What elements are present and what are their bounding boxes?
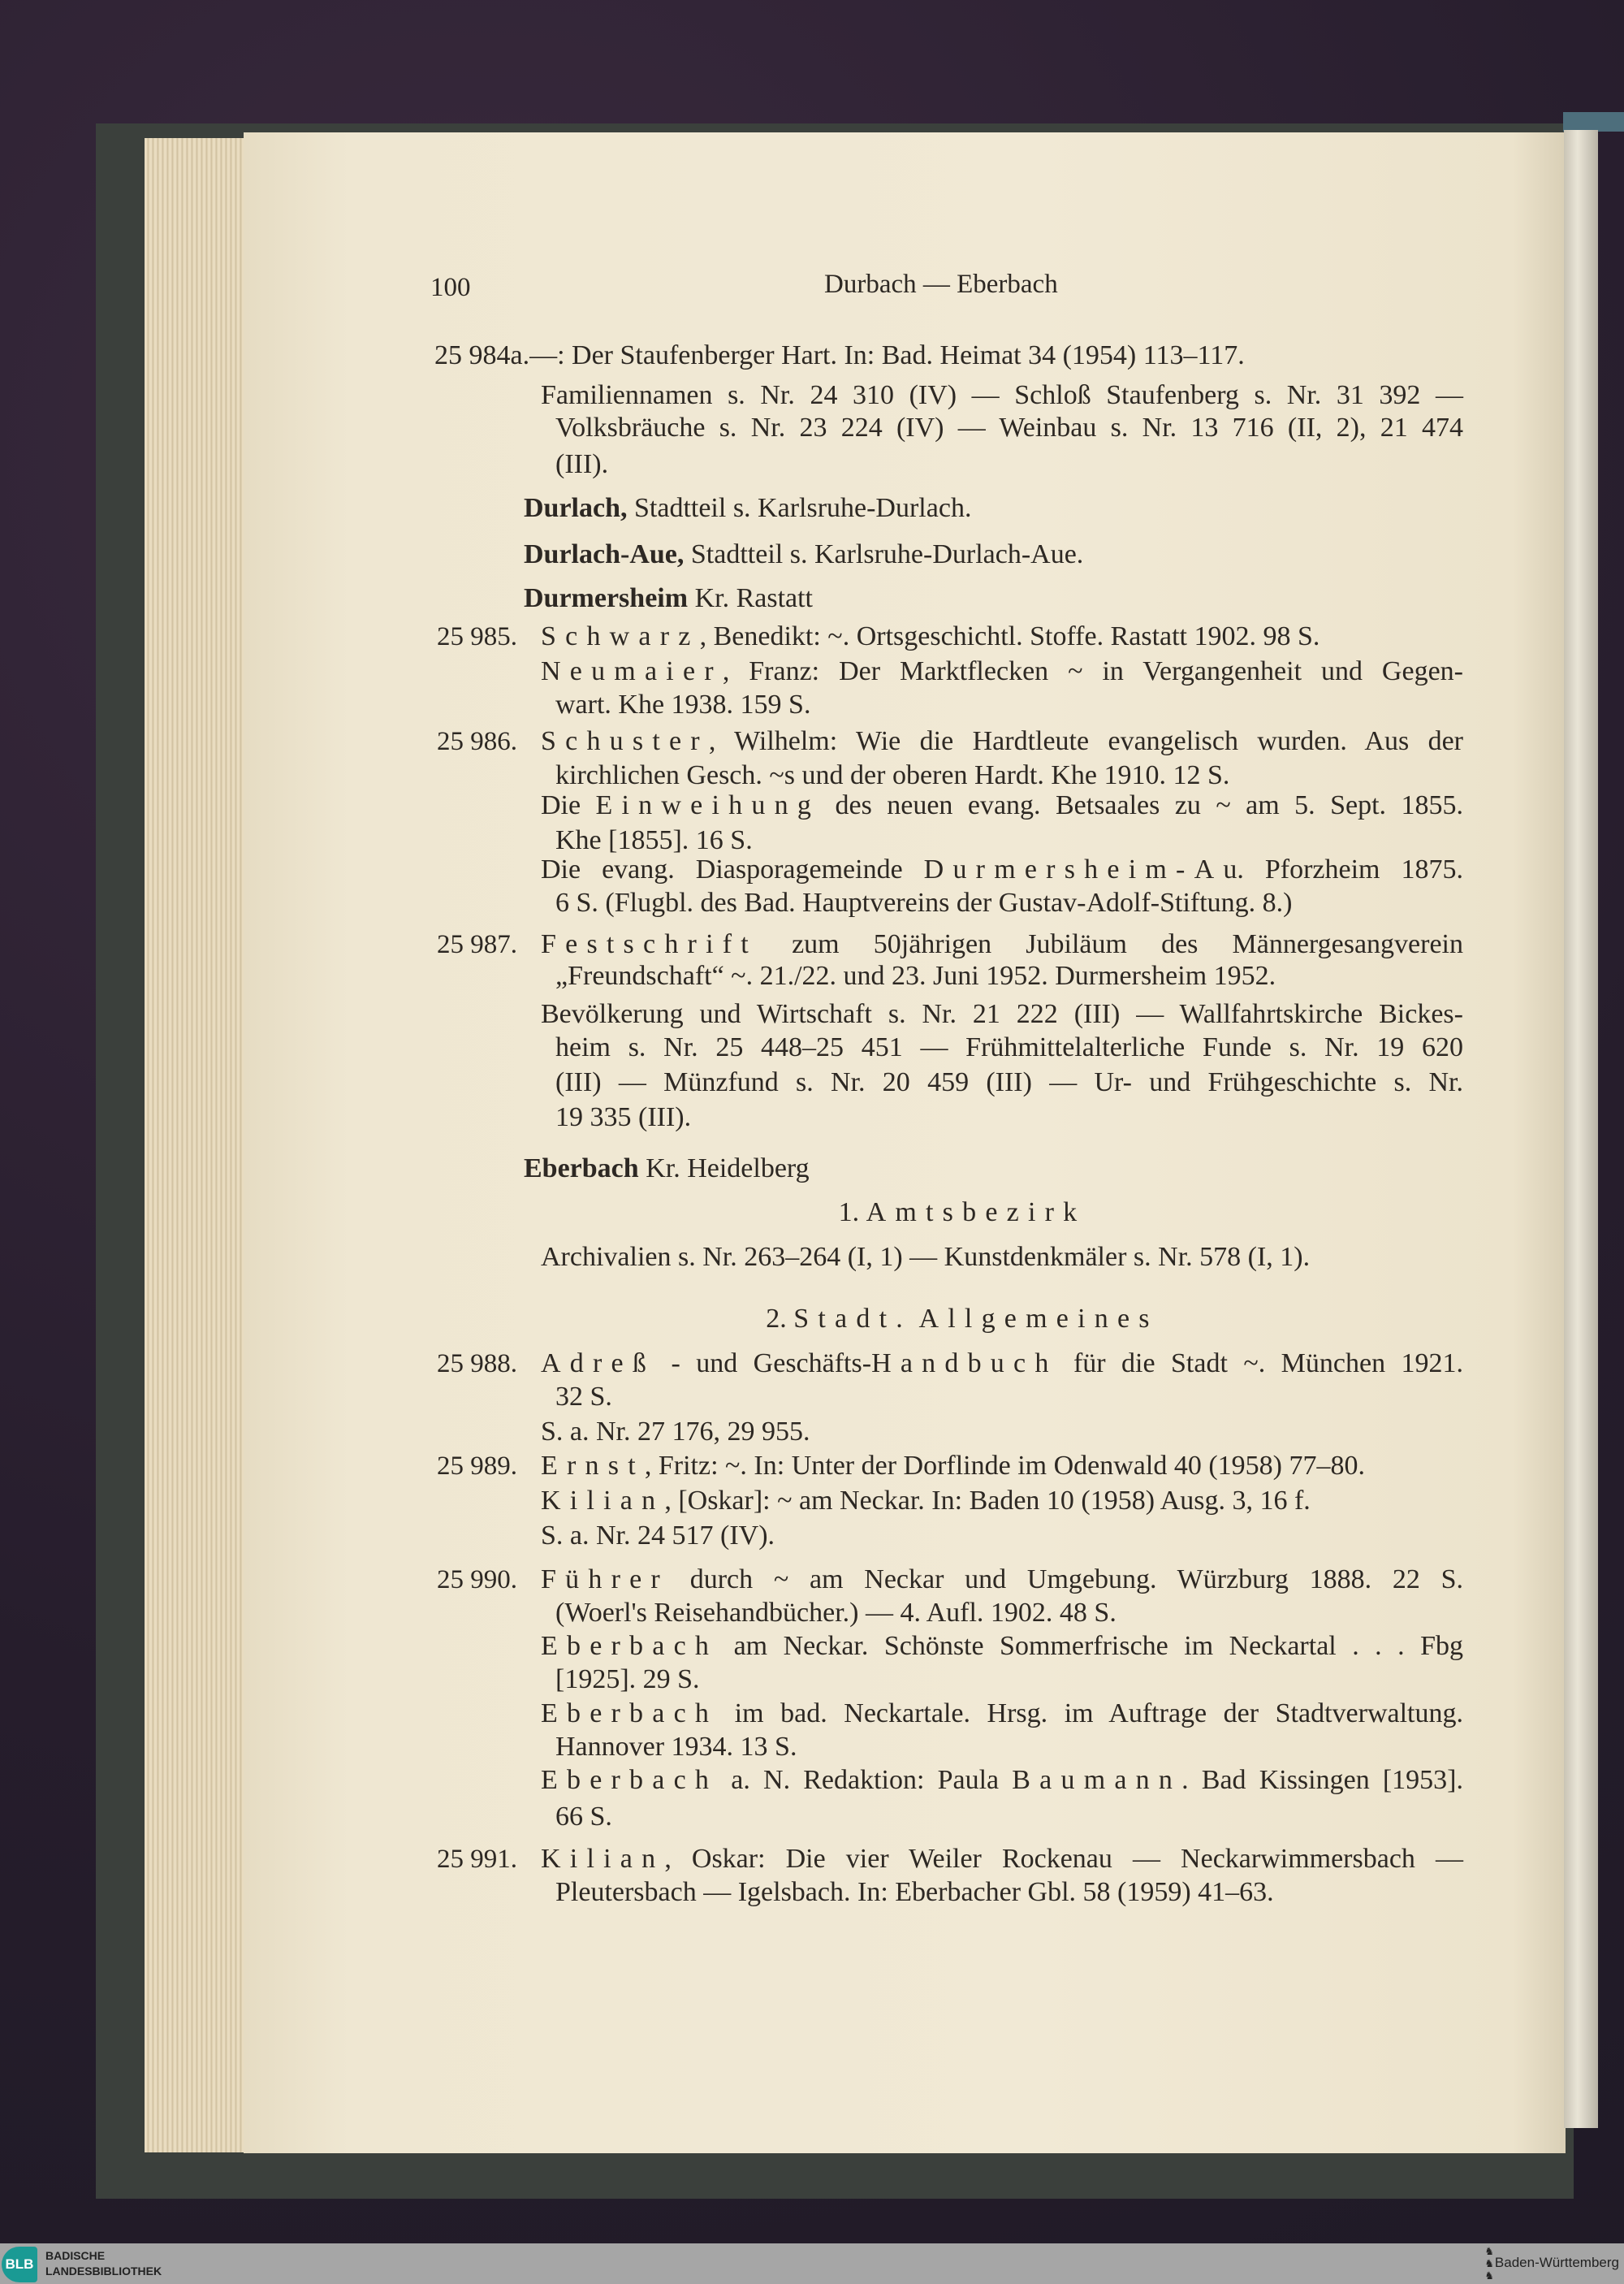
entry-number: 25 990. [437, 1565, 517, 1594]
text-segment: - und Geschäfts- [655, 1348, 872, 1378]
text-line [541, 724, 1463, 759]
heading-term: Durmersheim [524, 583, 689, 613]
text-segment: Pleutersbach — Igelsbach. In: Eberbacher Gbl. 58 (1959) 41–63. [555, 1877, 1274, 1907]
spaced-name: Einweihung [595, 790, 821, 820]
entry-number: 25 989. [437, 1451, 517, 1481]
entry-number: 25 985. [437, 622, 517, 651]
spaced-name: Baumann [1012, 1765, 1182, 1795]
text-segment: , Wilhelm: Wie die Hardtleute evangelisch wurden. Aus der [708, 726, 1463, 756]
text-segment: u. Pforzheim 1875. [1223, 854, 1463, 885]
text-segment: [1925]. 29 S. [555, 1664, 700, 1694]
text-line [541, 1448, 1365, 1484]
text-line [555, 447, 608, 482]
text-segment: 6 S. (Flugbl. des Bad. Hauptvereins der Gustav-Adolf-Stiftung. 8.) [555, 888, 1293, 918]
text-line [541, 1346, 1463, 1382]
text-line [524, 537, 1083, 573]
library-name-line1: BADISCHE [45, 2249, 106, 2262]
text-segment: , Benedikt: ~. Ortsgeschichtl. Stoffe. Rastatt 1902. 98 S. [699, 621, 1320, 651]
text-segment: kirchlichen Gesch. ~s und der oberen Hardt. Khe 1910. 12 S. [555, 760, 1230, 790]
text-line [555, 1030, 1463, 1066]
spaced-name: Allgemeines [918, 1304, 1159, 1334]
footer-bar [0, 2243, 1624, 2284]
text-segment: , Fritz: ~. In: Unter der Dorflinde im Odenwald 40 (1958) 77–80. [644, 1451, 1365, 1481]
text-segment: „Freundschaft“ ~. 21./22. und 23. Juni 1952. Durmersheim 1952. [555, 961, 1276, 991]
entry-number: 25 986. [437, 727, 517, 756]
text-segment: Die evang. Diasporagemeinde [541, 854, 924, 885]
text-line [555, 1065, 1463, 1101]
text-line [541, 619, 1320, 655]
spaced-name: Stadt. [793, 1304, 912, 1334]
text-segment: 2. [766, 1304, 794, 1334]
spaced-name: Adreß [541, 1348, 656, 1378]
spaced-name: Durmersheim-A [923, 854, 1224, 885]
text-line [541, 1562, 1463, 1598]
text-line [555, 1595, 1116, 1631]
spaced-name: Eberbach [541, 1698, 719, 1728]
text-line [541, 1629, 1463, 1664]
text-segment: Stadtteil s. Karlsruhe-Durlach. [627, 493, 972, 523]
spaced-name: Eberbach [541, 1765, 719, 1795]
text-segment: (Woerl's Reisehandbücher.) — 4. Aufl. 1902. 48 S. [555, 1598, 1116, 1628]
text-segment: Stadtteil s. Karlsruhe-Durlach-Aue. [684, 539, 1084, 569]
spaced-name: Festschrift [541, 929, 758, 959]
text-line [524, 1151, 810, 1187]
spaced-name: Handbuch [871, 1348, 1058, 1378]
text-line [541, 1483, 1311, 1519]
spaced-name: Schwarz [541, 621, 700, 651]
text-segment: Die [541, 790, 596, 820]
text-segment: (III) — Münzfund s. Nr. 20 459 (III) — Ur- und Frühgeschichte s. Nr. [555, 1067, 1463, 1097]
text-line [541, 1696, 1463, 1732]
text-segment: für die Stadt ~. München 1921. [1057, 1348, 1463, 1378]
text-line [568, 1195, 1356, 1231]
text-segment: 66 S. [555, 1802, 612, 1832]
text-segment: des neuen evang. Betsaales zu ~ am 5. Sept. 1855. [820, 790, 1463, 820]
text-line [524, 491, 971, 526]
text-line [568, 1301, 1356, 1337]
text-line [541, 788, 1463, 824]
text-segment: Familiennamen s. Nr. 24 310 (IV) — Schloß Staufenberg s. Nr. 31 392 — [541, 380, 1463, 410]
text-line [524, 581, 813, 616]
text-segment: S. a. Nr. 27 176, 29 955. [541, 1417, 810, 1447]
text-line [555, 1379, 612, 1415]
text-line [541, 927, 1463, 962]
text-line [541, 1518, 775, 1554]
spaced-name: Schuster [541, 726, 709, 756]
state-name[interactable]: Baden-Württemberg [1494, 2255, 1619, 2270]
running-title: Durbach — Eberbach [824, 270, 1058, 299]
library-name[interactable] [45, 2248, 162, 2279]
right-page-edge [1564, 130, 1598, 2128]
text-line [555, 885, 1293, 921]
text-line [541, 378, 1463, 413]
text-segment: S. a. Nr. 24 517 (IV). [541, 1521, 775, 1551]
text-line [555, 1799, 612, 1835]
entry-number: 25 991. [437, 1845, 517, 1874]
spaced-name: Neumaier [541, 656, 723, 686]
text-segment: , [Oskar]: ~ am Neckar. In: Baden 10 (1958) Ausg. 3, 16 f. [664, 1486, 1311, 1516]
heading-term: Eberbach [524, 1153, 639, 1183]
text-segment: , Franz: Der Marktflecken ~ in Vergangenheit und Gegen- [722, 656, 1463, 686]
text-segment: im bad. Neckartale. Hrsg. im Auftrage der Stadtverwaltung. [718, 1698, 1463, 1728]
text-line [555, 958, 1276, 994]
text-segment: Volksbräuche s. Nr. 23 224 (IV) — Weinbau s. Nr. 13 716 (II, 2), 21 474 [555, 413, 1463, 443]
text-segment: a. N. Redaktion: Paula [718, 1765, 1013, 1795]
text-line [555, 1100, 691, 1136]
text-line [541, 997, 1463, 1032]
text-line [541, 1414, 810, 1450]
next-page-edge [1563, 112, 1624, 132]
text-line [555, 1729, 797, 1765]
text-line [555, 410, 1463, 446]
library-name-line2: LANDESBIBLIOTHEK [45, 2265, 162, 2278]
text-segment: Archivalien s. Nr. 263–264 (I, 1) — Kunstdenkmäler s. Nr. 578 (I, 1). [541, 1242, 1311, 1272]
heading-term: Durlach, [524, 493, 628, 523]
text-segment: wart. Khe 1938. 159 S. [555, 690, 811, 720]
state-lions-icon: ♞ ♞ ♞ [1484, 2245, 1494, 2282]
spaced-name: Amtsbezirk [866, 1197, 1086, 1227]
text-segment: Kr. Rastatt [688, 583, 813, 613]
text-line [555, 1662, 700, 1698]
text-segment: Bevölkerung und Wirtschaft s. Nr. 21 222 (III) — Wallfahrtskirche Bickes- [541, 999, 1463, 1029]
spaced-name: Eberbach [541, 1631, 719, 1661]
spaced-name: Ernst [541, 1451, 645, 1481]
text-segment: 32 S. [555, 1382, 612, 1412]
text-line [541, 852, 1463, 888]
spaced-name: Kilian [541, 1486, 665, 1516]
text-line [541, 1841, 1463, 1877]
text-segment: , Oskar: Die vier Weiler Rockenau — Neckarwimmersbach — [664, 1844, 1463, 1874]
text-line [541, 654, 1463, 690]
spaced-name: Führer [541, 1564, 669, 1594]
spaced-name: Kilian [541, 1844, 665, 1874]
text-segment: 25 984a.—: Der Staufenberger Hart. In: Bad. Heimat 34 (1954) 113–117. [434, 340, 1245, 370]
text-segment: 19 335 (III). [555, 1102, 692, 1132]
page-number: 100 [430, 273, 471, 302]
entry-number: 25 987. [437, 930, 517, 959]
text-segment: . Bad Kissingen [1953]. [1181, 1765, 1463, 1795]
text-segment: Khe [1855]. 16 S. [555, 825, 753, 855]
text-segment: (III). [555, 449, 609, 479]
text-segment: zum 50jährigen Jubiläum des Männergesangverein [757, 929, 1463, 959]
text-line [555, 687, 810, 723]
text-segment: Hannover 1934. 13 S. [555, 1732, 797, 1762]
text-line [541, 1763, 1463, 1798]
text-segment: am Neckar. Schönste Sommerfrische im Neckartal . . . Fbg [718, 1631, 1463, 1661]
blb-logo[interactable]: BLB [2, 2247, 37, 2282]
text-line [434, 338, 1245, 374]
text-segment: heim s. Nr. 25 448–25 451 — Frühmittelalterliche Funde s. Nr. 19 620 [555, 1032, 1463, 1062]
text-segment: 1. [838, 1197, 866, 1227]
text-line [541, 1239, 1310, 1275]
text-segment: Kr. Heidelberg [638, 1153, 810, 1183]
text-line [555, 1875, 1274, 1910]
heading-term: Durlach-Aue, [524, 539, 685, 569]
text-segment: durch ~ am Neckar und Umgebung. Würzburg 1888. 22 S. [668, 1564, 1463, 1594]
entry-number: 25 988. [437, 1349, 517, 1378]
